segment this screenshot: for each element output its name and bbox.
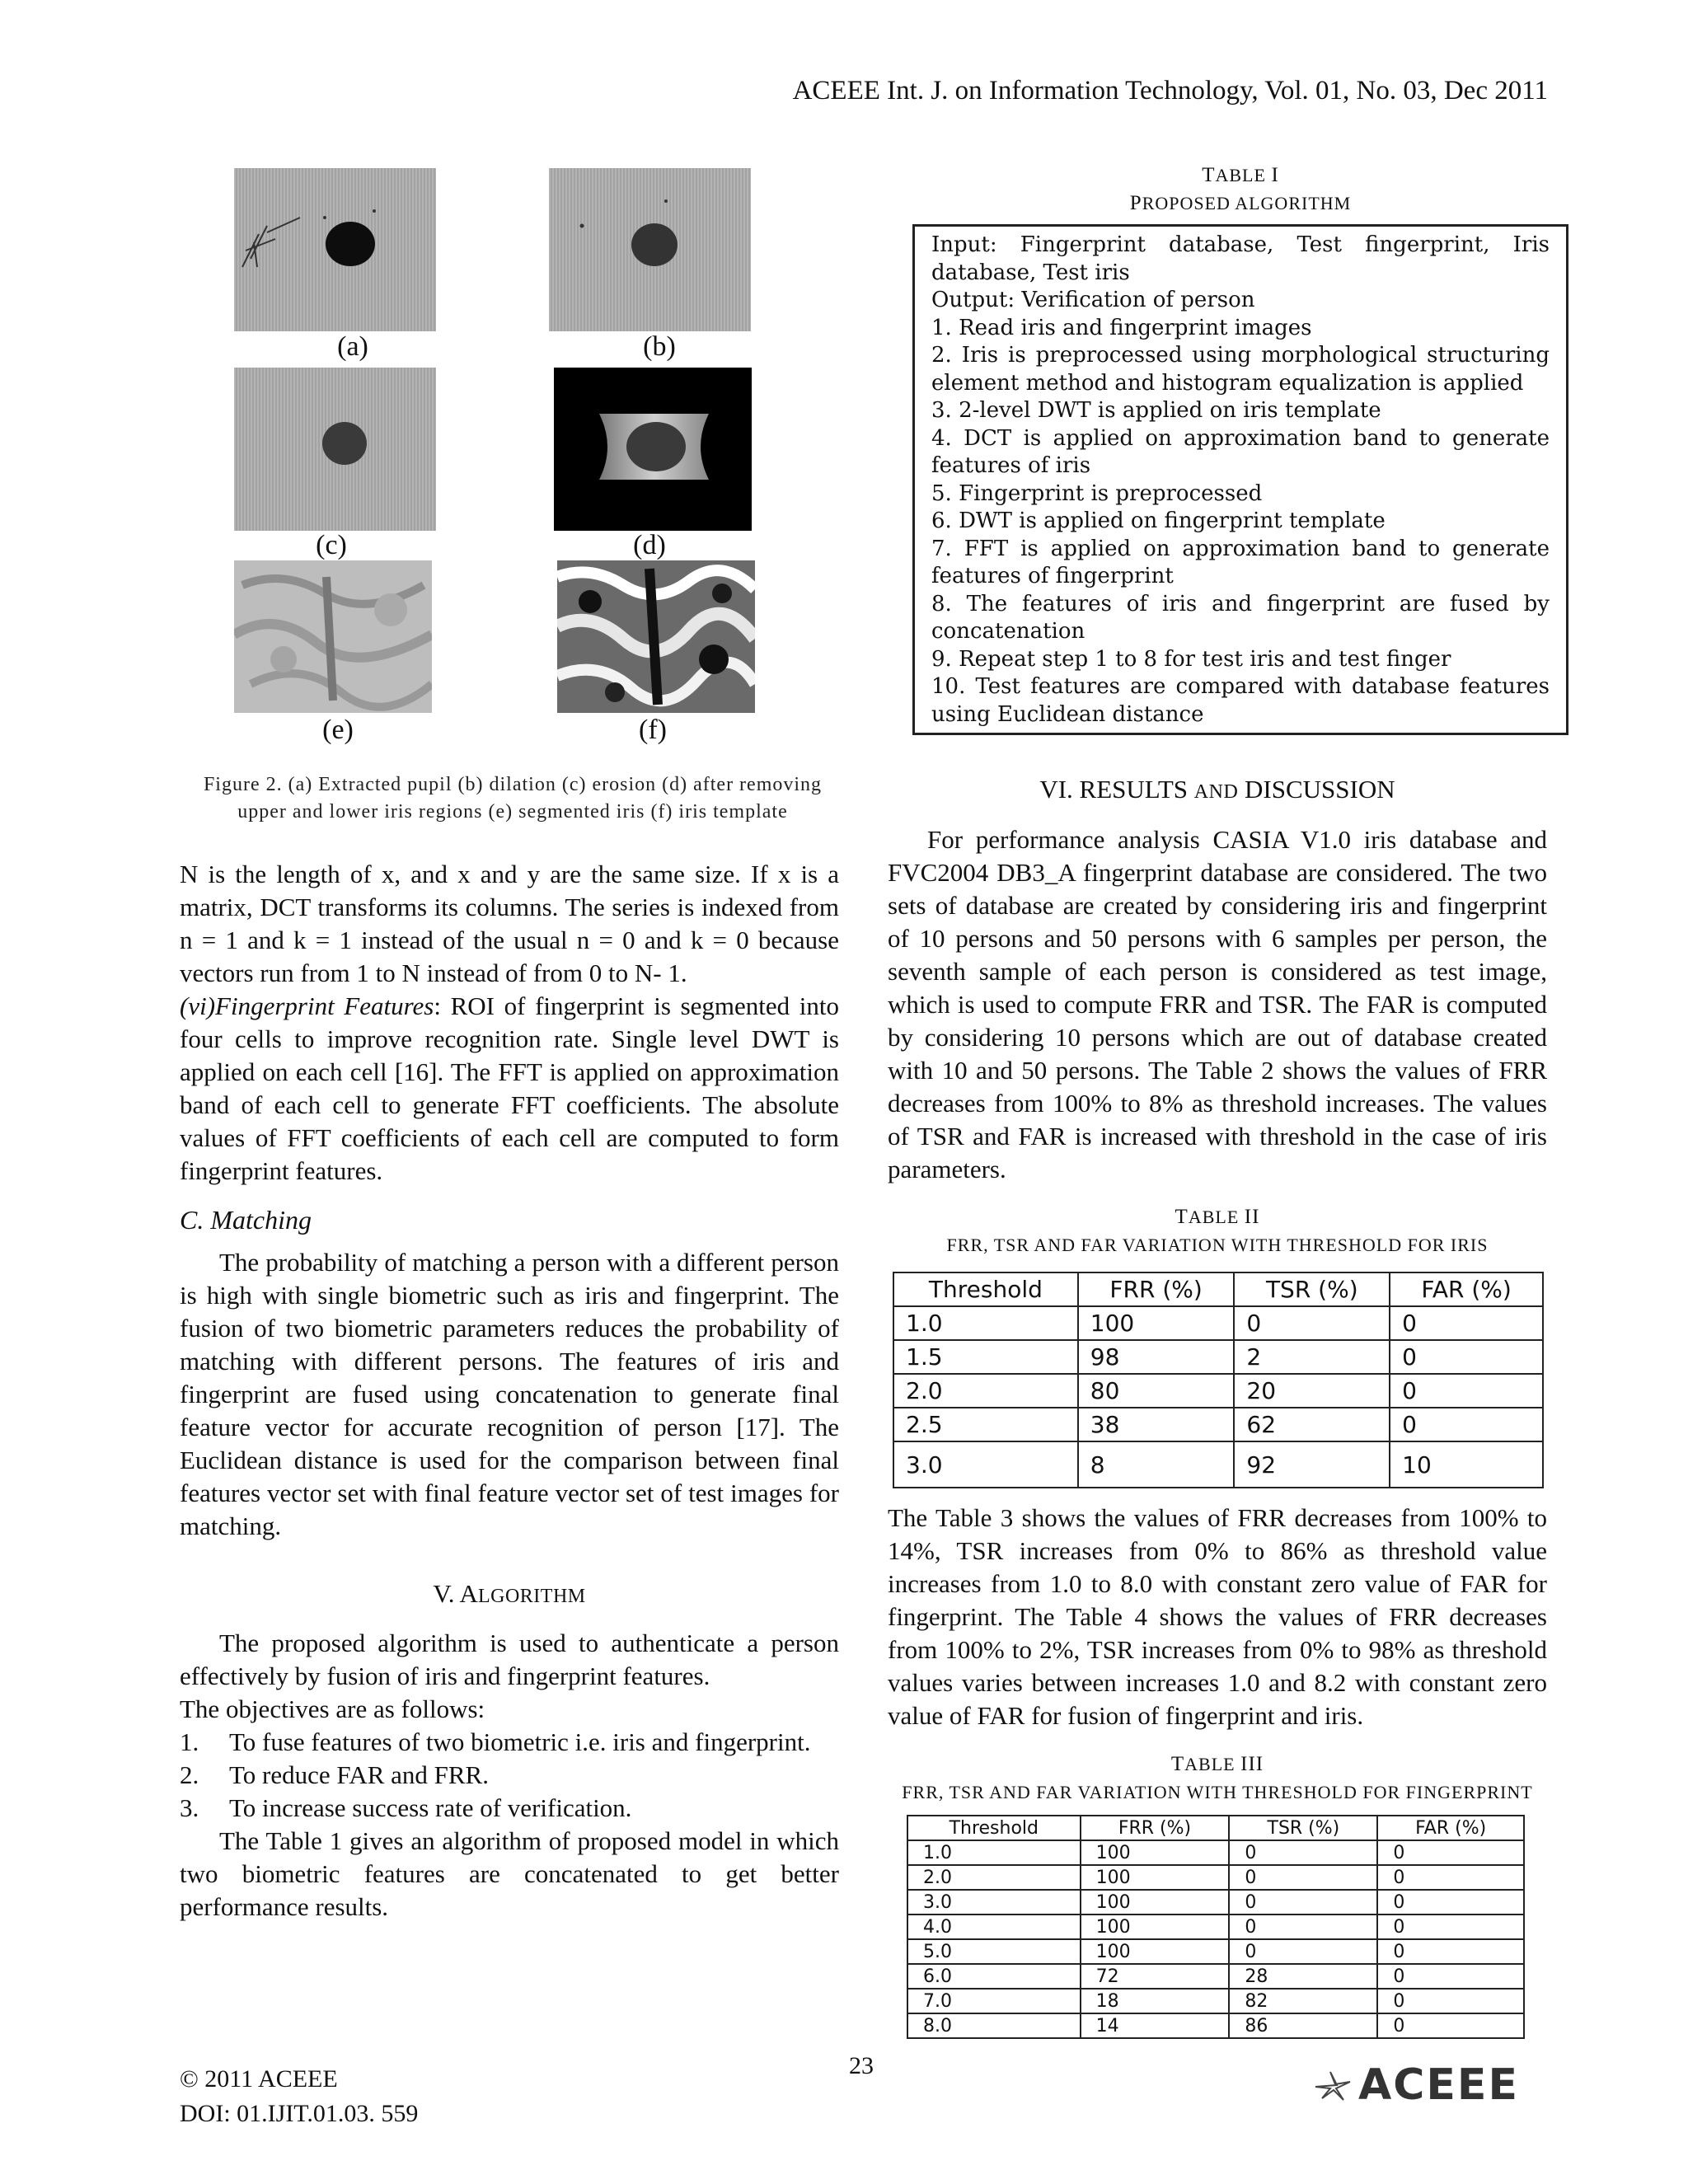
results-section [888, 823, 1547, 1186]
table-cell: 0 [1377, 1865, 1524, 1890]
table-cell: 100 [1078, 1306, 1235, 1340]
table-cell: 0 [1390, 1340, 1543, 1374]
table-cell: 0 [1377, 1915, 1524, 1939]
objective-number: 2. [180, 1760, 199, 1789]
table-cell: 80 [1078, 1374, 1235, 1408]
table-cell: 5.0 [907, 1939, 1081, 1964]
objective-text: To increase success rate of verification. [229, 1793, 632, 1822]
table-row [907, 1939, 1524, 1964]
algorithm-line: 4. DCT is applied on approximation band to generate features of iris [931, 425, 1550, 478]
algorithm-line: 10. Test features are compared with database features using Euclidean distance [931, 674, 1550, 727]
iris-template-image-f [557, 560, 755, 713]
figure-caption: Figure 2. (a) Extracted pupil (b) dilation (c) erosion (d) after removing upper and lower iris regions (e) segmented iris (f) iris template [203, 774, 823, 823]
segmented-iris-image-e [234, 560, 432, 713]
algorithm-line: 7. FFT is applied on approximation band to generate features of fingerprint [931, 536, 1550, 588]
table-row [907, 1865, 1524, 1890]
table-cell: 92 [1234, 1441, 1390, 1488]
algorithm-line: 6. DWT is applied on fingerprint template [931, 509, 1386, 533]
algorithm-line: Input: Fingerprint database, Test fingerprint, Iris database, Test iris [931, 232, 1550, 285]
table-cell: 2 [1234, 1340, 1390, 1374]
table-header-row [907, 1816, 1524, 1840]
table-cell: 10 [1390, 1441, 1543, 1488]
objectives-intro: The objectives are as follows: [180, 1694, 485, 1723]
erosion-image-c [234, 368, 436, 531]
fingerprint-features-paragraph [180, 990, 839, 1188]
table-row [907, 2013, 1524, 2038]
table-cell: 20 [1234, 1374, 1390, 1408]
table-cell: 98 [1078, 1340, 1235, 1374]
page-number: 23 [849, 2052, 874, 2079]
table-cell: 72 [1081, 1964, 1230, 1989]
table-cell: 0 [1234, 1306, 1390, 1340]
objective-number: 3. [180, 1793, 199, 1822]
table-cell: 62 [1234, 1408, 1390, 1441]
table-cell: 0 [1229, 1915, 1377, 1939]
table-cell: 0 [1377, 1890, 1524, 1915]
table-cell: 2.0 [907, 1865, 1081, 1890]
algorithm-line: Output: Verification of person [931, 288, 1255, 312]
algorithm-line: 1. Read iris and fingerprint images [931, 315, 1312, 340]
table3-title: FRR, TSR AND FAR VARIATION WITH THRESHOLD FOR FINGERPRINT [902, 1782, 1533, 1802]
table-cell: 1.0 [907, 1840, 1081, 1865]
table-cell: 8 [1078, 1441, 1235, 1488]
matching-subheading: C. Matching [180, 1205, 312, 1235]
table-row [907, 1989, 1524, 2013]
table-cell: 0 [1229, 1865, 1377, 1890]
figure-image-d [554, 368, 752, 531]
table-row [907, 1964, 1524, 1989]
table-cell: 4.0 [907, 1915, 1081, 1939]
copyright-text: © 2011 ACEEE [180, 2065, 338, 2093]
table-cell: 0 [1377, 1939, 1524, 1964]
table-row [907, 1890, 1524, 1915]
figure-label-d: (d) [633, 530, 666, 560]
journal-header: ACEEE Int. J. on Information Technology, Vol. 01, No. 03, Dec 2011 [792, 76, 1548, 105]
table1-reference-paragraph: The Table 1 gives an algorithm of proposed model in which two biometric features are concatenated to get better performance results. [180, 1826, 839, 1921]
table-header-cell: FRR (%) [1078, 1272, 1235, 1306]
fingerprint-features-text: : ROI of fingerprint is segmented into four cells to improve recognition rate. Single level DWT is applied on each cell [16]. The FFT is applied on approximation band of each cell to generate FFT coefficients. The absolute values of FFT coefficients of each cell are computed to form fingerprint features. [180, 991, 839, 1185]
table-cell: 1.5 [893, 1340, 1078, 1374]
figure-label-b: (b) [643, 331, 676, 362]
star-icon [1312, 2069, 1353, 2102]
table-cell: 100 [1081, 1939, 1230, 1964]
dilation-image-b [549, 168, 751, 331]
table1-title: PROPOSED ALGORITHM [1129, 192, 1352, 214]
objective-number: 1. [180, 1727, 199, 1756]
table3-label: TABLE III [1170, 1753, 1264, 1775]
table-row [907, 1840, 1524, 1865]
objective-text: To fuse features of two biometric i.e. iris and fingerprint. [229, 1727, 811, 1756]
table-cell: 14 [1081, 2013, 1230, 2038]
table-cell: 0 [1377, 1989, 1524, 2013]
dct-paragraph: N is the length of x, and x and y are the same size. If x is a matrix, DCT transforms its columns. The series is indexed from n = 1 and k = 1 instead of the usual n = 0 and k = 0 because vectors run from 1 to N instead of from 0 to N- 1. [180, 860, 839, 987]
algorithm-box [912, 224, 1568, 735]
table-cell: 82 [1229, 1989, 1377, 2013]
table-row [893, 1408, 1543, 1441]
algorithm-line: 8. The features of iris and fingerprint are fused by concatenation [931, 591, 1550, 644]
table-cell: 0 [1377, 1840, 1524, 1865]
figure-label-c: (c) [316, 530, 347, 560]
algorithm-line: 3. 2-level DWT is applied on iris template [931, 398, 1381, 423]
table2 [893, 1272, 1544, 1488]
figure-label-f: (f) [639, 715, 667, 745]
matching-paragraph: The probability of matching a person with a different person is high with single biometric such as iris and fingerprint. The fusion of two biometric parameters reduces the probability of matching with different persons. The features of iris and fingerprint are fused using concatenation to generate final feature vector for accurate recognition of person [17]. The Euclidean distance is used for the comparison between final features vector set with final feature vector set of test images for matching. [180, 1248, 839, 1540]
table-row [907, 1915, 1524, 1939]
table2-title: FRR, TSR AND FAR VARIATION WITH THRESHOLD FOR IRIS [946, 1235, 1489, 1255]
figure-image-c [234, 368, 436, 531]
table-cell: 28 [1229, 1964, 1377, 1989]
figure-label-e: (e) [322, 715, 354, 745]
pupil-image-a [234, 168, 436, 331]
table-row [893, 1374, 1543, 1408]
table-cell: 1.0 [893, 1306, 1078, 1340]
logo-text: ACEEE [1358, 2060, 1519, 2110]
table-cell: 0 [1229, 1890, 1377, 1915]
left-column [180, 858, 839, 1188]
algorithm-line: 2. Iris is preprocessed using morphological structuring element method and histogram equalization is applied [931, 343, 1550, 396]
table-header-cell: Threshold [907, 1816, 1081, 1840]
table-header-row [893, 1272, 1543, 1306]
figure-image-a [234, 168, 436, 331]
table1-caption [912, 162, 1568, 218]
table-cell: 7.0 [907, 1989, 1081, 2013]
table-cell: 38 [1078, 1408, 1235, 1441]
iris-region-image-d [554, 368, 752, 531]
table-cell: 100 [1081, 1865, 1230, 1890]
objective-item [180, 1759, 839, 1792]
table-cell: 3.0 [907, 1890, 1081, 1915]
doi-text: DOI: 01.IJIT.01.03. 559 [180, 2100, 419, 2127]
table-cell: 100 [1081, 1890, 1230, 1915]
table-cell: 6.0 [907, 1964, 1081, 1989]
table-cell: 18 [1081, 1989, 1230, 2013]
table-cell: 0 [1229, 1939, 1377, 1964]
results-section-title: VI. RESULTS AND DISCUSSION [1039, 775, 1395, 804]
figure-image-f [557, 560, 755, 713]
table-header-cell: FAR (%) [1390, 1272, 1543, 1306]
table-cell: 2.5 [893, 1408, 1078, 1441]
aceee-logo [1312, 2060, 1519, 2110]
figure-image-b [549, 168, 751, 331]
table-cell: 100 [1081, 1840, 1230, 1865]
table-cell: 3.0 [893, 1441, 1078, 1488]
results-paragraph: For performance analysis CASIA V1.0 iris database and FVC2004 DB3_A fingerprint database are considered. The two sets of database are created by considering iris and fingerprint of 10 persons and 50 persons with 6 samples per person, the seventh sample of each person is considered as test image, which is used to compute FRR and TSR. The FAR is computed by considering 10 persons which are out of database created with 10 and 50 persons. The Table 2 shows the values of FRR decreases from 100% to 8% as threshold increases. The values of TSR and FAR is increased with threshold in the case of iris parameters. [888, 825, 1547, 1183]
table-cell: 0 [1229, 1840, 1377, 1865]
algorithm-section-title [180, 1579, 839, 1609]
objective-item [180, 1726, 839, 1759]
matching-section [180, 1246, 839, 1543]
table-row [893, 1441, 1543, 1488]
figure-label-a: (a) [337, 331, 368, 362]
table-cell: 0 [1390, 1374, 1543, 1408]
table-row [893, 1340, 1543, 1374]
table-header-cell: FAR (%) [1377, 1816, 1524, 1840]
table-row [893, 1306, 1543, 1340]
algorithm-title-prefix: V. A [433, 1579, 478, 1608]
algorithm-title-rest: LGORITHM [477, 1586, 586, 1607]
table-cell: 0 [1377, 1964, 1524, 1989]
table-cell: 8.0 [907, 2013, 1081, 2038]
fingerprint-features-lead: (vi)Fingerprint Features [180, 991, 434, 1020]
table-cell: 100 [1081, 1915, 1230, 1939]
table2-label: TABLE II [1175, 1206, 1260, 1228]
algorithm-line: 9. Repeat step 1 to 8 for test iris and test finger [931, 646, 1451, 672]
table1-label: TABLE I [1202, 164, 1279, 186]
table-header-cell: FRR (%) [1081, 1816, 1230, 1840]
results-section-2 [888, 1502, 1547, 1732]
objective-item [180, 1792, 839, 1825]
algorithm-section [180, 1627, 839, 1924]
table-cell: 0 [1390, 1306, 1543, 1340]
table3 [907, 1815, 1525, 2039]
footer-left [180, 2062, 418, 2131]
objective-text: To reduce FAR and FRR. [229, 1760, 489, 1789]
table-header-cell: Threshold [893, 1272, 1078, 1306]
table-cell: 0 [1390, 1408, 1543, 1441]
table-cell: 0 [1377, 2013, 1524, 2038]
table-header-cell: TSR (%) [1234, 1272, 1390, 1306]
results-paragraph-2: The Table 3 shows the values of FRR decreases from 100% to 14%, TSR increases from 0% to 86% as threshold value increases from 1.0 to 8.0 with constant zero value of FAR for fingerprint. The Table 4 shows the values of FRR decreases from 100% to 2%, TSR increases from 0% to 98% as threshold values varies between increases 1.0 and 8.2 with constant zero value of FAR for fusion of fingerprint and iris. [888, 1503, 1547, 1730]
table2-caption [888, 1203, 1547, 1259]
figure-image-e [234, 560, 432, 713]
algorithm-intro-paragraph: The proposed algorithm is used to authenticate a person effectively by fusion of iris and fingerprint features. [180, 1629, 839, 1690]
table-cell: 86 [1229, 2013, 1377, 2038]
table3-caption [888, 1750, 1547, 1807]
table-cell: 2.0 [893, 1374, 1078, 1408]
table-header-cell: TSR (%) [1229, 1816, 1377, 1840]
algorithm-line: 5. Fingerprint is preprocessed [931, 480, 1263, 506]
